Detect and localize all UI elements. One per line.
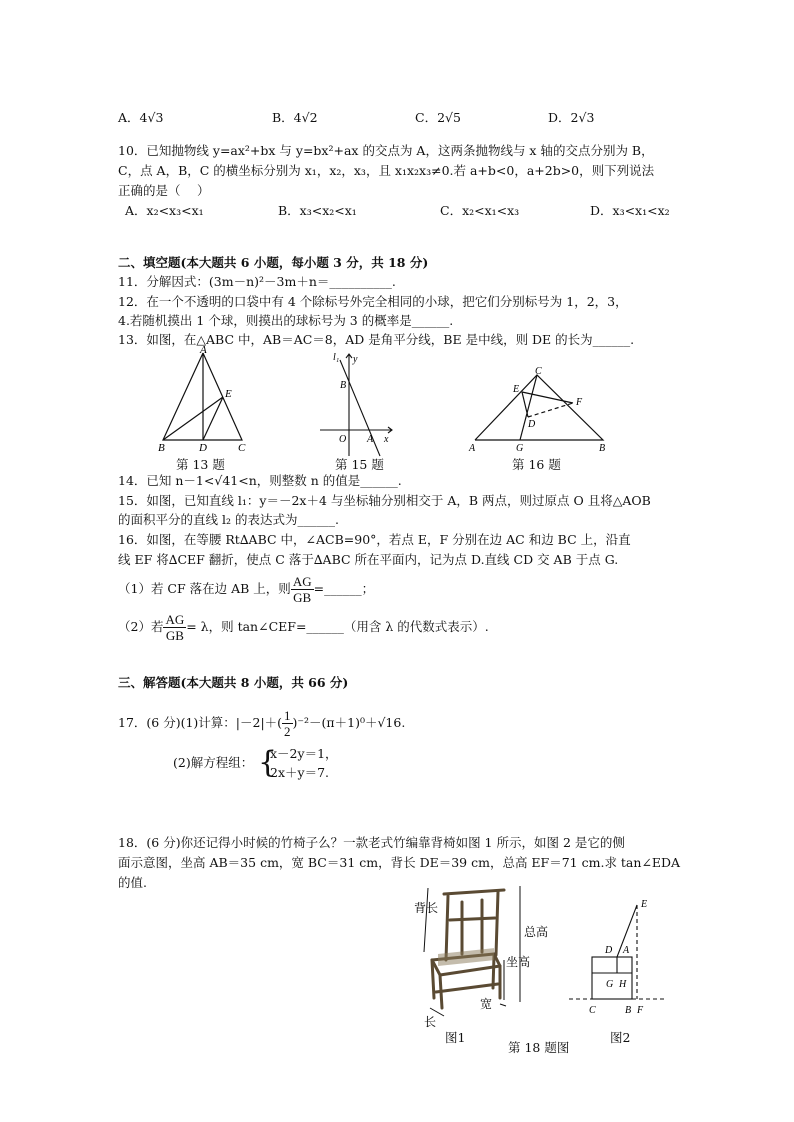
frac-numerator: AG [165,612,185,627]
frac-denominator: 2 [284,724,291,739]
caption-q15: 第 15 题 [335,457,384,472]
brace-icon: { [258,745,278,780]
q12-line2: 4.若随机摸出 1 个球，则摸出的球标号为 3 的概率是______. [118,313,454,328]
label-x: x [384,434,389,445]
frac-numerator: AG [292,574,312,589]
q18-line3: 的值. [118,875,147,890]
label-c: C [589,1005,596,1016]
q18-line1: 18．(6 分)你还记得小时候的竹椅子么？一款老式竹编靠背椅如图 1 所示，如图 2 是它的侧 [118,835,625,850]
label-e: E [225,388,232,400]
q16-part1 [118,572,374,606]
label-seat-height: 坐高 [506,955,531,969]
section-2-heading: 二、填空题(本大题共 6 小题，每小题 3 分，共 18 分) [118,255,429,270]
label-length: 长 [424,1015,437,1029]
q10-option-c: C．x₂<x₁<x₃ [440,203,520,218]
section-3-heading: 三、解答题(本大题共 8 小题，共 66 分) [118,675,349,690]
label-d: D [528,419,536,430]
figure-18-chair [400,880,550,1030]
label-y: y [353,354,358,365]
caption-q13: 第 13 题 [176,457,225,472]
q12-line1: 12．在一个不透明的口袋中有 4 个除标号外完全相同的小球，把它们分别标号为 1，2，3， [118,294,628,309]
q15-line2: 的面积平分的直线 l₂ 的表达式为______. [118,512,339,527]
q9-option-a: A．4√3 [118,110,164,125]
q17-equation2: 2x＋y＝7. [270,765,329,780]
q9-option-c: C．2√5 [415,110,461,125]
q11: 11．分解因式：(3m－n)²－3m＋n＝__________. [118,274,396,289]
label-g: G [606,979,614,990]
label-d: D [605,945,613,956]
label-o: O [339,434,347,445]
q10-line1: 10．已知抛物线 y=ax²+bx 与 y=bx²+ax 的交点为 A，这两条抛物线与 x 轴的交点分别为 B， [118,143,654,158]
label-l1: l₁ [333,352,340,363]
figure-q16 [465,365,615,455]
label-a: A [367,434,374,445]
q10-line3: 正确的是（ ） [118,183,210,198]
q16-part2-suffix: = λ，则 tan∠CEF=______（用含 λ 的代数式表示）. [186,619,489,634]
q17-equation1: x－2y＝1， [270,746,338,761]
fraction-ag-gb [291,574,314,605]
q15-line1: 15．如图，已知直线 l₁：y＝－2x＋4 与坐标轴分别相交于 A，B 两点，则过原点 O 且将△AOB [118,493,651,508]
q16-part1-prefix: （1）若 CF 落在边 AB 上，则 [118,581,291,596]
label-f: F [637,1005,644,1016]
q17-suffix: )⁻²－(π＋1)⁰＋√16. [292,715,406,730]
label-g: G [516,443,524,454]
label-e: E [641,899,648,910]
caption-q16: 第 16 题 [512,457,561,472]
q10-option-a: A．x₂<x₃<x₁ [125,203,204,218]
label-c: C [238,442,246,454]
label-f: F [576,397,583,408]
label-a: A [623,945,630,956]
q16-line2: 线 EF 将∆CEF 翻折，使点 C 落于∆ABC 所在平面内，记为点 D.直线 CD 交 AB 于点 G. [118,552,619,567]
label-width: 宽 [480,997,493,1011]
label-total-height: 总高 [524,925,549,939]
q9-option-b: B．4√2 [272,110,318,125]
label-e: E [513,384,520,395]
label-b: B [158,442,165,454]
q10-option-d: D．x₃<x₁<x₂ [590,203,670,218]
frac-numerator: 1 [284,708,291,723]
label-b: B [625,1005,632,1016]
frac-denominator: GB [165,628,184,643]
q16-part1-suffix: =______； [313,581,375,596]
q17-part1 [118,706,405,740]
label-b: B [340,380,347,391]
label-b: B [599,443,606,454]
fraction-ag-gb [163,612,186,643]
q14: 14．已知 n－1<√41<n，则整数 n 的值是______. [118,473,402,488]
label-a: A [200,345,207,356]
label-d: D [199,442,207,454]
figure-18-side-view [565,895,670,1020]
label-h: H [619,979,627,990]
caption-q18: 第 18 题图 [508,1040,570,1055]
label-c: C [535,366,542,377]
figure-q13 [150,345,260,455]
frac-denominator: GB [293,590,312,605]
q10-line2: C，点 A，B，C 的横坐标分别为 x₁，x₂，x₃，且 x₁x₂x₃≠0.若 a+b<0，a+2b>0，则下列说法 [118,163,655,178]
figure-q15 [318,348,398,458]
q13: 13．如图，在△ABC 中，AB＝AC＝8，AD 是角平分线，BE 是中线，则 DE 的长为______. [118,332,635,347]
fraction-one-half [282,708,293,739]
q17-prefix: 17．(6 分)(1)计算：|－2|＋( [118,715,283,730]
q16-line1: 16．如图，在等腰 Rt∆ABC 中，∠ACB=90°，若点 E，F 分别在边 AC 和边 BC 上，沿直 [118,532,631,547]
label-back-length: 背长 [414,901,439,915]
q9-option-d: D．2√3 [548,110,595,125]
label-a: A [469,443,476,454]
q16-part2 [118,610,489,644]
q16-part2-prefix: （2）若 [118,619,164,634]
caption-fig2: 图2 [610,1030,631,1045]
q17-part2-label: (2)解方程组： [173,755,254,770]
q18-line2: 面示意图，坐高 AB＝35 cm，宽 BC＝31 cm，背长 DE＝39 cm，总高 EF＝71 cm.求 tan∠EDA [118,855,681,870]
caption-fig1: 图1 [445,1030,466,1045]
q10-option-b: B．x₃<x₂<x₁ [278,203,357,218]
